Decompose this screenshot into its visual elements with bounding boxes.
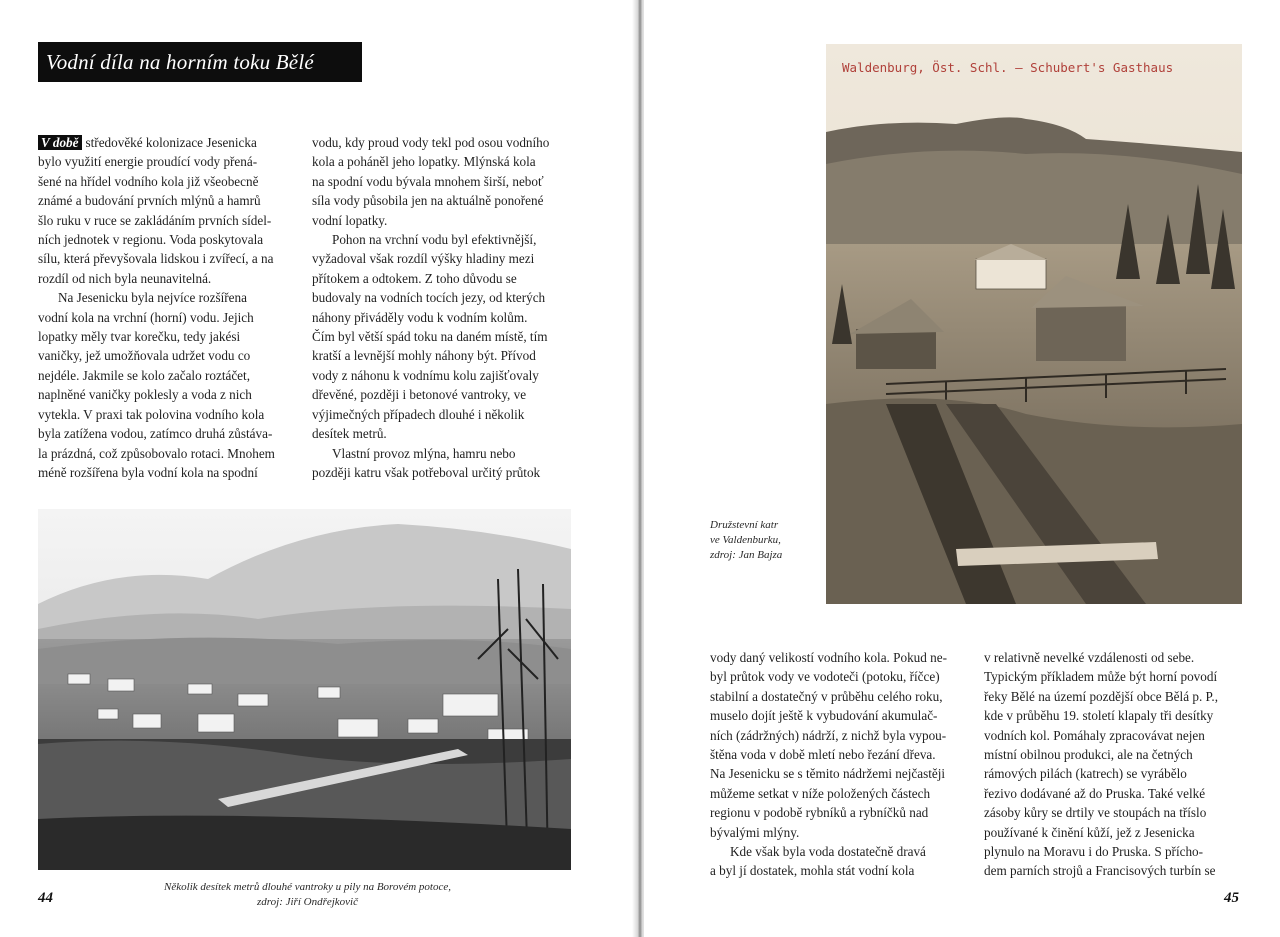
paragraph-4	[312, 230, 582, 443]
right-photo-caption	[710, 518, 820, 563]
text-line: řezivo dodávané až do Pruska. Také velké	[984, 785, 1206, 801]
text-line: zásoby kůry se drtily ve stoupách na tříslo	[984, 805, 1207, 821]
paragraph-3	[312, 133, 582, 230]
text-line: nejdéle. Jakmile se kolo začalo roztáčet,	[38, 367, 250, 383]
photo-borovy-potok	[38, 509, 571, 870]
page-number-right: 45	[1224, 890, 1239, 906]
text-line: vody z náhonu k vodnímu kolu zajišťovaly	[312, 367, 539, 383]
paragraph-7	[710, 842, 980, 881]
text-line: dřevěné, později i betonové vantroky, ve	[312, 387, 527, 403]
caption-line: zdroj: Jan Bajza	[710, 549, 783, 561]
paragraph-6	[710, 648, 980, 842]
text-line: kratší a levnější mohly náhony být. Přívod	[312, 348, 536, 364]
postcard-caption-text: Waldenburg, Öst. Schl. – Schubert's Gasthaus	[842, 60, 1174, 75]
text-line: dem parních strojů a Francisových turbín se	[984, 863, 1216, 879]
text-line: budovaly na vodních tocích jezy, od kterých	[312, 290, 546, 306]
text-line: Na Jesenicku se s těmito nádržemi nejčastěji	[710, 766, 946, 782]
text-line: vodních kol. Pomáhaly zpracovávat nejen	[984, 727, 1205, 743]
text-line: vodu, kdy proud vody tekl pod osou vodního	[312, 135, 550, 150]
text-line: bylo využití energie proudící vody přená-	[38, 154, 258, 170]
text-line: v relativně nevelké vzdálenosti od sebe.	[984, 650, 1195, 665]
text-line: síla vody působila jen na aktuálně ponořené	[312, 193, 544, 209]
text-line: ních jednotek v regionu. Voda poskytovala	[38, 232, 264, 248]
text-line: Pohon na vrchní vodu byl efektivnější,	[332, 232, 537, 248]
text-line: šlo ruku v ruce se zakládáním prvních sídel-	[38, 212, 272, 228]
text-line: byl průtok vody ve vodoteči (potoku, říčce)	[710, 669, 940, 685]
text-line: vodní kola na vrchní (horní) vodu. Jejich	[38, 309, 254, 325]
text-line: později katru však potřeboval určitý průtok	[312, 464, 541, 480]
text-line: rámových pilách (katrech) se vyrábělo	[984, 766, 1187, 782]
postcard-image	[826, 44, 1242, 604]
text-line: bývalými mlýny.	[710, 824, 800, 840]
text-line: vaničky, jež umožňovala udržet vodu co	[38, 348, 251, 364]
left-page	[0, 0, 636, 937]
text-line: sílu, která převyšovala lidskou i zvířecí, a na	[38, 251, 274, 267]
text-line: vodní lopatky.	[312, 212, 388, 228]
text-line: štěna voda v době mletí nebo řezání dřeva.	[710, 747, 936, 763]
text-line: šené na hřídel vodního kola již všeobecně	[38, 173, 259, 189]
text-line: la prázdná, což způsobovalo rotaci. Mnohem	[38, 445, 275, 461]
text-line: ních (zádržných) nádrží, z nichž byla vypou-	[710, 727, 947, 743]
paragraph-8	[984, 648, 1254, 881]
caption-line: Družstevní katr	[710, 519, 779, 531]
text-line: desítek metrů.	[312, 426, 387, 442]
lead-word: V době	[38, 135, 82, 150]
text-line: Čím byl větší spád toku na daném místě, tím	[312, 329, 548, 345]
text-line: Vlastní provoz mlýna, hamru nebo	[332, 445, 516, 461]
left-column-2	[312, 133, 582, 482]
text-line: můžeme setkat v níže položených částech	[710, 785, 931, 801]
text-line: používané k činění kůží, jež z Jesenicka	[984, 824, 1195, 840]
text-line: přítokem a odtokem. Z toho důvodu se	[312, 270, 517, 286]
text-line: a byl jí dostatek, mohla stát vodní kola	[710, 863, 915, 879]
text-line: kde v průběhu 19. století klapaly tři desítky	[984, 708, 1214, 724]
text-line: náhony přiváděly vodu k vodním kolům.	[312, 309, 528, 325]
text-line: muselo dojít ještě k vybudování akumulač-	[710, 708, 938, 724]
landscape-photo	[38, 509, 571, 870]
text-line: Kde však byla voda dostatečně dravá	[730, 844, 926, 860]
left-column-1	[38, 133, 298, 482]
text-line: stabilní a dostatečný v průběhu celého roku,	[710, 688, 943, 704]
page-number-left: 44	[38, 890, 53, 906]
text-line: Na Jesenicku byla nejvíce rozšířena	[58, 290, 247, 306]
text-line: naplněné vaničky poklesly a voda z nich	[38, 387, 252, 403]
right-column-1	[710, 648, 980, 881]
paragraph-2	[38, 288, 298, 482]
text-line: vytekla. V praxi tak polovina vodního kola	[38, 406, 265, 422]
right-page	[644, 0, 1280, 937]
text-line: kola a poháněl jeho lopatky. Mlýnská kola	[312, 154, 536, 170]
text-line: regionu v podobě rybníků a rybníčků nad	[710, 805, 929, 821]
text-line: méně rozšířena byla vodní kola na spodní	[38, 464, 258, 480]
text-line: výjimečných případech dlouhé i několik	[312, 406, 525, 422]
text-line: středověké kolonizace Jesenicka	[85, 135, 257, 150]
caption-line: zdroj: Jiří Ondřejkovič	[256, 896, 358, 908]
photo-postcard-valdenburk	[826, 44, 1242, 604]
caption-line: ve Valdenburku,	[710, 534, 781, 546]
text-line: vody daný velikostí vodního kola. Pokud ne-	[710, 650, 947, 665]
text-line: rozdíl od nich byla neunavitelná.	[38, 270, 212, 286]
paragraph-5	[312, 444, 582, 483]
text-line: místní obilnou produkci, ale na četných	[984, 747, 1193, 763]
text-line: známé a budování prvních mlýnů a hamrů	[38, 193, 261, 209]
text-line: řeky Bělé na území pozdější obce Bělá p. P.,	[984, 688, 1219, 704]
caption-line: Několik desítek metrů dlouhé vantroky u pily na Borovém potoce,	[164, 881, 451, 893]
text-line: byla zatížena vodou, zatímco druhá zůstáva-	[38, 426, 273, 442]
chapter-title: Vodní díla na horním toku Bělé	[38, 42, 362, 82]
right-column-2	[984, 648, 1254, 881]
paragraph-1	[38, 133, 298, 288]
text-line: plynulo na Moravu i do Pruska. S přícho-	[984, 844, 1204, 860]
text-line: Typickým příkladem může být horní povodí	[984, 669, 1218, 685]
text-line: lopatky měly tvar korečku, tedy jakési	[38, 329, 241, 345]
text-line: na spodní vodu bývala mnohem širší, neboť	[312, 173, 544, 189]
left-photo-caption	[140, 880, 475, 910]
text-line: vyžadoval však rozdíl výšky hladiny mezi	[312, 251, 535, 267]
